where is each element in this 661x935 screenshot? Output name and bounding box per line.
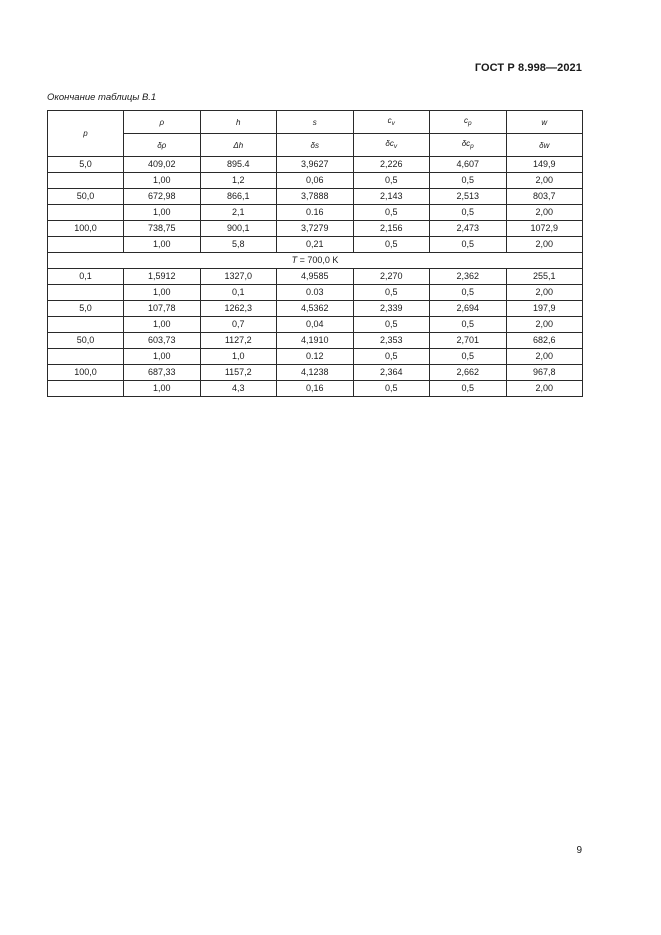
header-cp: $c_p$: [430, 111, 507, 134]
value-cell: 967,8: [506, 365, 583, 381]
value-cell: 2,156: [353, 221, 430, 237]
uncertainty-cell: 0,5: [353, 173, 430, 189]
pressure-cell: 5,0: [48, 301, 124, 317]
table-row: [48, 157, 583, 173]
pressure-cell: 100,0: [48, 221, 124, 237]
uncertainty-cell: 4,3: [200, 381, 277, 397]
uncertainty-cell: 2,00: [506, 285, 583, 301]
value-cell: 3,7279: [277, 221, 354, 237]
value-cell: 2,662: [430, 365, 507, 381]
uncertainty-cell: 0,5: [430, 205, 507, 221]
uncertainty-cell: 0,5: [430, 173, 507, 189]
uncertainty-cell: 1,00: [124, 381, 201, 397]
table-section: [48, 253, 583, 269]
header-entropy: s: [277, 111, 354, 134]
uncertainty-cell: 0.12: [277, 349, 354, 365]
empty-cell: [48, 381, 124, 397]
value-cell: 2,143: [353, 189, 430, 205]
header-sound-speed: w: [506, 111, 583, 134]
value-cell: 197,9: [506, 301, 583, 317]
uncertainty-cell: 0,1: [200, 285, 277, 301]
uncertainty-cell: 1,00: [124, 349, 201, 365]
uncertainty-cell: 1,2: [200, 173, 277, 189]
value-cell: 2,694: [430, 301, 507, 317]
uncertainty-cell: 0.16: [277, 205, 354, 221]
uncertainty-cell: 0,5: [430, 381, 507, 397]
value-cell: 738,75: [124, 221, 201, 237]
uncertainty-cell: 2,00: [506, 205, 583, 221]
empty-cell: [48, 173, 124, 189]
value-cell: 1327,0: [200, 269, 277, 285]
value-cell: 4,9585: [277, 269, 354, 285]
table-row: [48, 333, 583, 349]
table-row: [48, 365, 583, 381]
table-body-before: [48, 157, 583, 253]
uncertainty-cell: 0,16: [277, 381, 354, 397]
value-cell: 895.4: [200, 157, 277, 173]
uncertainty-cell: 1,00: [124, 205, 201, 221]
uncertainty-cell: 1,00: [124, 285, 201, 301]
value-cell: 4,5362: [277, 301, 354, 317]
header-cv-unc: $\delta c_v$: [353, 134, 430, 157]
uncertainty-cell: 2,00: [506, 317, 583, 333]
value-cell: 2,226: [353, 157, 430, 173]
uncertainty-cell: 0,5: [430, 237, 507, 253]
value-cell: 866,1: [200, 189, 277, 205]
header-pressure: p: [48, 111, 124, 157]
header-density-unc: δρ: [124, 134, 201, 157]
value-cell: 1262,3: [200, 301, 277, 317]
empty-cell: [48, 285, 124, 301]
section-label: T = 700,0 K: [48, 253, 583, 269]
value-cell: 672,98: [124, 189, 201, 205]
uncertainty-cell: 2,00: [506, 349, 583, 365]
value-cell: 2,513: [430, 189, 507, 205]
uncertainty-cell: 0,21: [277, 237, 354, 253]
value-cell: 2,362: [430, 269, 507, 285]
table-row-uncertainty: [48, 349, 583, 365]
uncertainty-cell: 0,5: [430, 285, 507, 301]
uncertainty-cell: 0,5: [353, 205, 430, 221]
empty-cell: [48, 349, 124, 365]
pressure-cell: 0,1: [48, 269, 124, 285]
value-cell: 682,6: [506, 333, 583, 349]
uncertainty-cell: 0,5: [353, 349, 430, 365]
uncertainty-cell: 1,00: [124, 317, 201, 333]
value-cell: 2,270: [353, 269, 430, 285]
uncertainty-cell: 2,00: [506, 237, 583, 253]
value-cell: 2,701: [430, 333, 507, 349]
header-enthalpy: h: [200, 111, 277, 134]
header-sound-speed-unc: δw: [506, 134, 583, 157]
pressure-cell: 100,0: [48, 365, 124, 381]
header-enthalpy-unc: Δh: [200, 134, 277, 157]
value-cell: 803,7: [506, 189, 583, 205]
value-cell: 4,607: [430, 157, 507, 173]
header-density: ρ: [124, 111, 201, 134]
value-cell: 1157,2: [200, 365, 277, 381]
value-cell: 900,1: [200, 221, 277, 237]
uncertainty-cell: 5,8: [200, 237, 277, 253]
table-body-after: [48, 269, 583, 397]
pressure-cell: 50,0: [48, 333, 124, 349]
uncertainty-cell: 0,5: [353, 237, 430, 253]
uncertainty-cell: 0,5: [430, 317, 507, 333]
table-caption: Окончание таблицы В.1: [47, 92, 157, 103]
pressure-cell: 50,0: [48, 189, 124, 205]
uncertainty-cell: 2,1: [200, 205, 277, 221]
uncertainty-cell: 0,06: [277, 173, 354, 189]
table-row-uncertainty: [48, 317, 583, 333]
uncertainty-cell: 0,5: [430, 349, 507, 365]
header-row-values: [48, 111, 583, 134]
value-cell: 3,9627: [277, 157, 354, 173]
header-row-uncertainties: [48, 134, 583, 157]
table-row-uncertainty: [48, 381, 583, 397]
empty-cell: [48, 205, 124, 221]
value-cell: 2,353: [353, 333, 430, 349]
value-cell: 149,9: [506, 157, 583, 173]
table-row: [48, 301, 583, 317]
page-number: 9: [576, 845, 582, 856]
uncertainty-cell: 1,0: [200, 349, 277, 365]
table-row-uncertainty: [48, 237, 583, 253]
uncertainty-cell: 0,04: [277, 317, 354, 333]
empty-cell: [48, 237, 124, 253]
value-cell: 255,1: [506, 269, 583, 285]
value-cell: 2,339: [353, 301, 430, 317]
value-cell: 603,73: [124, 333, 201, 349]
table-row-uncertainty: [48, 173, 583, 189]
table-row-uncertainty: [48, 205, 583, 221]
table-row-uncertainty: [48, 285, 583, 301]
value-cell: 2,473: [430, 221, 507, 237]
value-cell: 687,33: [124, 365, 201, 381]
uncertainty-cell: 0.03: [277, 285, 354, 301]
data-table: [47, 110, 583, 397]
table-header: [48, 111, 583, 157]
header-cp-unc: $\delta c_p$: [430, 134, 507, 157]
value-cell: 1072,9: [506, 221, 583, 237]
table-row: [48, 221, 583, 237]
value-cell: 1127,2: [200, 333, 277, 349]
header-entropy-unc: δs: [277, 134, 354, 157]
uncertainty-cell: 0,5: [353, 285, 430, 301]
uncertainty-cell: 1,00: [124, 237, 201, 253]
value-cell: 3,7888: [277, 189, 354, 205]
value-cell: 409,02: [124, 157, 201, 173]
uncertainty-cell: 2,00: [506, 381, 583, 397]
header-cv: $c_v$: [353, 111, 430, 134]
section-row: [48, 253, 583, 269]
value-cell: 2,364: [353, 365, 430, 381]
uncertainty-cell: 1,00: [124, 173, 201, 189]
value-cell: 4,1238: [277, 365, 354, 381]
empty-cell: [48, 317, 124, 333]
uncertainty-cell: 0,5: [353, 381, 430, 397]
document-code: ГОСТ Р 8.998—2021: [474, 62, 582, 74]
pressure-cell: 5,0: [48, 157, 124, 173]
table-row: [48, 189, 583, 205]
uncertainty-cell: 0,7: [200, 317, 277, 333]
value-cell: 107,78: [124, 301, 201, 317]
value-cell: 4,1910: [277, 333, 354, 349]
uncertainty-cell: 2,00: [506, 173, 583, 189]
table-row: [48, 269, 583, 285]
uncertainty-cell: 0,5: [353, 317, 430, 333]
value-cell: 1,5912: [124, 269, 201, 285]
